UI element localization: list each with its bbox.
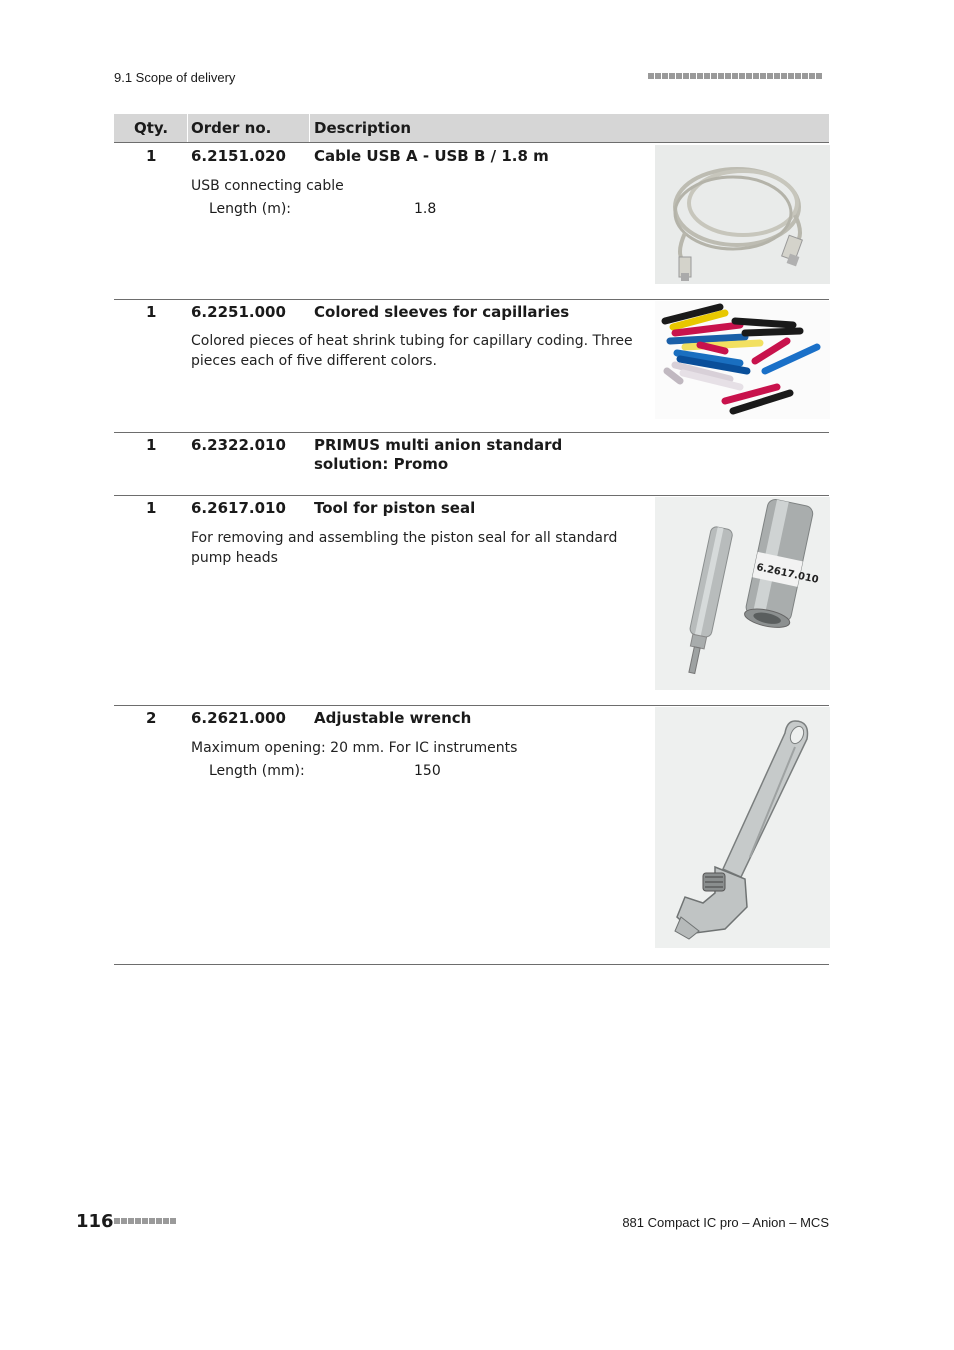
column-header-description: Description xyxy=(314,119,412,137)
row-qty: 2 xyxy=(146,709,157,727)
row-title: Adjustable wrench xyxy=(314,709,472,727)
row-description: For removing and assembling the piston seal for all standard pump heads xyxy=(191,530,618,566)
table-row xyxy=(114,495,829,706)
table-header xyxy=(114,114,829,143)
column-header-order-no: Order no. xyxy=(191,119,272,137)
column-header-qty: Qty. xyxy=(134,119,169,137)
row-qty: 1 xyxy=(146,303,157,321)
row-title: Cable USB A - USB B / 1.8 m xyxy=(314,147,549,165)
piston-seal-tool-image xyxy=(655,497,830,690)
table-row xyxy=(114,143,829,300)
row-title: PRIMUS multi anion standard solution: Promo xyxy=(314,436,563,473)
tool-label-text: 6.2617.010 xyxy=(755,562,820,586)
row-order-no: 6.2617.010 xyxy=(191,499,286,517)
row-qty: 1 xyxy=(146,499,157,517)
usb-cable-image xyxy=(655,145,830,284)
footer-dots-decoration xyxy=(114,1218,176,1224)
section-title: 9.1 Scope of delivery xyxy=(114,70,236,85)
row-order-no: 6.2251.000 xyxy=(191,303,286,321)
table-row xyxy=(114,432,829,496)
row-order-no: 6.2151.020 xyxy=(191,147,286,165)
row-order-no: 6.2621.000 xyxy=(191,709,286,727)
row-qty: 1 xyxy=(146,147,157,165)
row-description: Colored pieces of heat shrink tubing for capillary coding. Three pieces each of five different colors. xyxy=(191,333,633,369)
document-title: 881 Compact IC pro – Anion – MCS xyxy=(622,1215,829,1230)
page-number: 116 xyxy=(76,1211,114,1232)
spec-value: 1.8 xyxy=(414,201,437,217)
colored-sleeves-image xyxy=(655,301,830,419)
spec-label: Length (mm): xyxy=(209,763,305,779)
table-row xyxy=(114,705,829,965)
row-title: Colored sleeves for capillaries xyxy=(314,303,570,321)
table-row xyxy=(114,299,829,433)
row-description: Maximum opening: 20 mm. For IC instruments xyxy=(191,740,518,756)
spec-label: Length (m): xyxy=(209,201,292,217)
row-qty: 1 xyxy=(146,436,157,454)
row-title: Tool for piston seal xyxy=(314,499,476,517)
spec-value: 150 xyxy=(414,763,441,779)
row-description: USB connecting cable xyxy=(191,178,344,194)
row-order-no: 6.2322.010 xyxy=(191,436,286,454)
header-dots-decoration xyxy=(648,73,822,79)
adjustable-wrench-image xyxy=(655,707,830,948)
